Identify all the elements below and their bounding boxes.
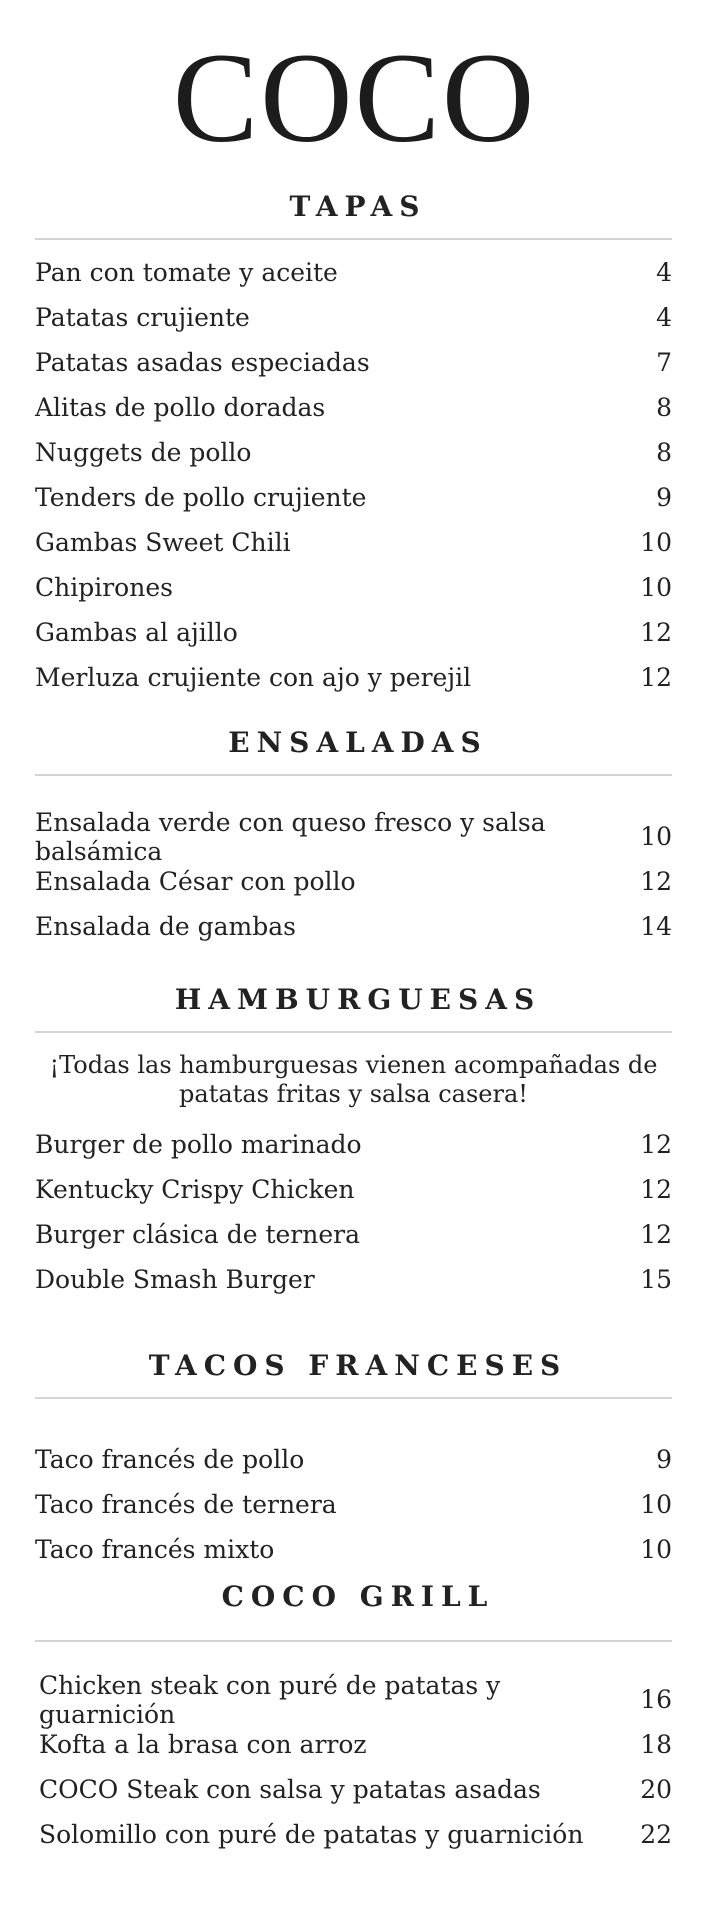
menu-item bbox=[35, 1437, 672, 1482]
menu-item bbox=[35, 1482, 672, 1527]
item-price: 20 bbox=[640, 1775, 672, 1804]
menu-item bbox=[35, 430, 672, 475]
item-name: Taco francés de ternera bbox=[35, 1490, 337, 1519]
item-name: COCO Steak con salsa y patatas asadas bbox=[39, 1775, 541, 1804]
item-name: Ensalada César con pollo bbox=[35, 867, 356, 896]
item-price: 10 bbox=[640, 573, 672, 602]
menu-item bbox=[35, 295, 672, 340]
menu-item bbox=[35, 655, 672, 700]
section-note bbox=[35, 1051, 672, 1109]
item-list bbox=[35, 807, 672, 949]
divider bbox=[35, 238, 672, 240]
section-title: HAMBURGUESAS bbox=[174, 983, 542, 1016]
item-name: Chicken steak con puré de patatas y guarnición bbox=[39, 1670, 501, 1729]
item-name: Ensalada de gambas bbox=[35, 912, 296, 941]
menu-item bbox=[35, 565, 672, 610]
menu-item bbox=[35, 520, 672, 565]
item-name: Taco francés mixto bbox=[35, 1535, 275, 1564]
item-price: 12 bbox=[640, 1130, 672, 1159]
menu-item bbox=[35, 385, 672, 430]
section-hamburguesas bbox=[0, 971, 709, 1294]
item-name: Gambas al ajillo bbox=[35, 618, 238, 647]
divider bbox=[35, 1640, 672, 1642]
item-name: Kentucky Crispy Chicken bbox=[35, 1175, 355, 1204]
item-price: 16 bbox=[640, 1685, 672, 1714]
menu-item bbox=[39, 1670, 672, 1729]
menu-item bbox=[35, 250, 672, 295]
item-price: 22 bbox=[640, 1820, 672, 1849]
item-price: 10 bbox=[640, 1535, 672, 1564]
item-price: 4 bbox=[656, 258, 672, 287]
menu-item bbox=[35, 904, 672, 949]
item-price: 8 bbox=[656, 438, 672, 467]
brand-logo: COCO bbox=[172, 27, 537, 169]
item-list bbox=[35, 1437, 672, 1572]
item-name: Alitas de pollo doradas bbox=[35, 393, 326, 422]
item-name: Taco francés de pollo bbox=[35, 1445, 305, 1474]
item-name: Burger de pollo marinado bbox=[35, 1130, 362, 1159]
item-price: 9 bbox=[656, 1445, 672, 1474]
menu-item bbox=[39, 1722, 672, 1767]
item-price: 10 bbox=[640, 528, 672, 557]
menu-item bbox=[35, 1527, 672, 1572]
item-list bbox=[39, 1670, 672, 1857]
item-name: Solomillo con puré de patatas y guarnición bbox=[39, 1820, 584, 1849]
item-price: 15 bbox=[640, 1265, 672, 1294]
item-name: Patatas crujiente bbox=[35, 303, 250, 332]
item-name: Nuggets de pollo bbox=[35, 438, 252, 467]
item-price: 9 bbox=[656, 483, 672, 512]
item-name: Chipirones bbox=[35, 573, 173, 602]
item-list bbox=[35, 250, 672, 700]
menu-item bbox=[35, 475, 672, 520]
item-price: 10 bbox=[640, 822, 672, 851]
item-name: Ensalada verde con queso fresco y salsa balsámica bbox=[35, 807, 546, 866]
section-title: ENSALADAS bbox=[228, 726, 488, 759]
item-list bbox=[35, 1122, 672, 1302]
menu-item bbox=[35, 1122, 672, 1167]
divider bbox=[35, 1031, 672, 1033]
menu-item bbox=[35, 340, 672, 385]
section-tacos bbox=[0, 1337, 709, 1564]
section-tapas bbox=[0, 178, 709, 692]
item-price: 4 bbox=[656, 303, 672, 332]
item-price: 12 bbox=[640, 1175, 672, 1204]
item-name: Kofta a la brasa con arroz bbox=[39, 1730, 367, 1759]
item-price: 7 bbox=[656, 348, 672, 377]
item-name: Gambas Sweet Chili bbox=[35, 528, 291, 557]
menu-item bbox=[39, 1812, 672, 1857]
item-name: Tenders de pollo crujiente bbox=[35, 483, 367, 512]
menu-item bbox=[39, 1767, 672, 1812]
divider bbox=[35, 774, 672, 776]
item-name: Merluza crujiente con ajo y perejil bbox=[35, 663, 472, 692]
divider bbox=[35, 1397, 672, 1399]
item-price: 10 bbox=[640, 1490, 672, 1519]
section-title: COCO GRILL bbox=[221, 1580, 495, 1613]
section-grill bbox=[0, 1568, 709, 1849]
item-name: Pan con tomate y aceite bbox=[35, 258, 338, 287]
section-title: TAPAS bbox=[289, 190, 427, 223]
menu-item bbox=[35, 1212, 672, 1257]
item-price: 12 bbox=[640, 663, 672, 692]
menu-item bbox=[35, 859, 672, 904]
item-price: 14 bbox=[640, 912, 672, 941]
menu-item bbox=[35, 610, 672, 655]
item-price: 18 bbox=[640, 1730, 672, 1759]
section-title: TACOS FRANCESES bbox=[148, 1349, 568, 1382]
item-name: Patatas asadas especiadas bbox=[35, 348, 370, 377]
item-price: 8 bbox=[656, 393, 672, 422]
item-name: Double Smash Burger bbox=[35, 1265, 315, 1294]
menu-item bbox=[35, 807, 672, 866]
menu-item bbox=[35, 1167, 672, 1212]
section-ensaladas bbox=[0, 714, 709, 941]
menu-item bbox=[35, 1257, 672, 1302]
item-price: 12 bbox=[640, 867, 672, 896]
item-price: 12 bbox=[640, 618, 672, 647]
note-line: ¡Todas las hamburguesas vienen acompañadas de bbox=[49, 1051, 658, 1079]
item-price: 12 bbox=[640, 1220, 672, 1249]
note-line: patatas fritas y salsa casera! bbox=[179, 1080, 528, 1108]
item-name: Burger clásica de ternera bbox=[35, 1220, 360, 1249]
